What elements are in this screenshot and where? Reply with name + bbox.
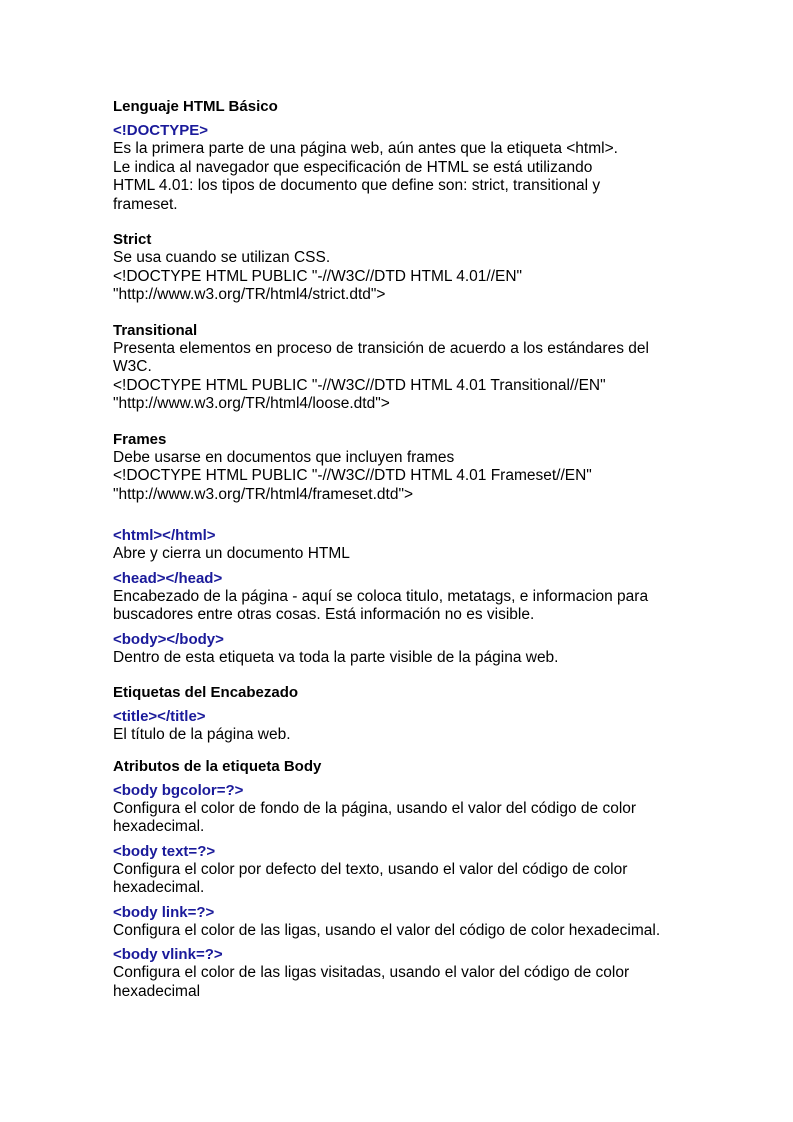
title-tag-line: El título de la página web. [113,726,291,743]
head-tag-line: buscadores entre otras cosas. Está información no es visible. [113,606,535,623]
document-title: Lenguaje HTML Básico [113,98,278,115]
body-attributes-heading: Atributos de la etiqueta Body [113,757,322,775]
transitional-heading: Transitional [113,321,198,339]
text-attribute [113,843,713,898]
html-tag-section [113,527,713,564]
frames-section [113,431,713,505]
strict-line: Se usa cuando se utilizan CSS. [113,249,331,266]
transitional-line: "http://www.w3.org/TR/html4/loose.dtd"> [113,395,390,412]
strict-heading: Strict [113,231,152,248]
frames-heading: Frames [113,430,167,448]
vlink-tag: <body vlink=?> [113,946,223,963]
bgcolor-attribute [113,782,713,837]
transitional-line: <!DOCTYPE HTML PUBLIC "-//W3C//DTD HTML 4.01 Transitional//EN" [113,376,606,394]
head-tag: <head></head> [113,569,223,587]
header-tags-section [113,684,713,745]
strict-line: <!DOCTYPE HTML PUBLIC "-//W3C//DTD HTML 4.01//EN" [113,267,523,285]
doctype-line: Es la primera parte de una página web, aún antes que la etiqueta <html>. [113,140,618,157]
head-tag-line: Encabezado de la página - aquí se coloca titulo, metatags, e informacion para [113,587,649,605]
text-line: Configura el color por defecto del texto, usando el valor del código de color [113,860,628,878]
frames-line: <!DOCTYPE HTML PUBLIC "-//W3C//DTD HTML 4.01 Frameset//EN" [113,467,592,484]
body-tag: <body></body> [113,630,224,648]
text-tag: <body text=?> [113,842,216,860]
text-line: hexadecimal. [113,879,205,896]
header-tags-heading: Etiquetas del Encabezado [113,684,299,701]
strict-section [113,231,713,305]
title-tag: <title></title> [113,708,206,725]
body-tag-section [113,631,713,668]
html-tag-line: Abre y cierra un documento HTML [113,545,350,562]
vlink-line: hexadecimal [113,982,201,1000]
strict-line: "http://www.w3.org/TR/html4/strict.dtd"> [113,286,386,303]
document-page [113,98,713,1001]
head-tag-section [113,570,713,625]
link-attribute [113,904,713,941]
doctype-tag: <!DOCTYPE> [113,122,209,139]
doctype-line: HTML 4.01: los tipos de documento que define son: strict, transitional y [113,177,601,194]
doctype-line: frameset. [113,195,178,213]
frames-line: Debe usarse en documentos que incluyen frames [113,448,455,466]
frames-line: "http://www.w3.org/TR/html4/frameset.dtd"> [113,485,414,503]
vlink-line: Configura el color de las ligas visitadas, usando el valor del código de color [113,964,630,981]
bgcolor-tag: <body bgcolor=?> [113,781,244,799]
body-tag-line: Dentro de esta etiqueta va toda la parte visible de la página web. [113,648,559,666]
bgcolor-line: Configura el color de fondo de la página, usando el valor del código de color [113,799,637,817]
transitional-line: W3C. [113,358,152,375]
doctype-line: Le indica al navegador que especificación de HTML se está utilizando [113,158,593,176]
html-tag: <html></html> [113,527,216,544]
doctype-section [113,122,713,214]
transitional-line: Presenta elementos en proceso de transición de acuerdo a los estándares del [113,339,649,357]
body-attributes-section [113,758,713,1002]
link-line: Configura el color de las ligas, usando el valor del código de color hexadecimal. [113,921,661,939]
transitional-section [113,322,713,414]
bgcolor-line: hexadecimal. [113,818,205,835]
vlink-attribute [113,946,713,1001]
link-tag: <body link=?> [113,903,215,921]
